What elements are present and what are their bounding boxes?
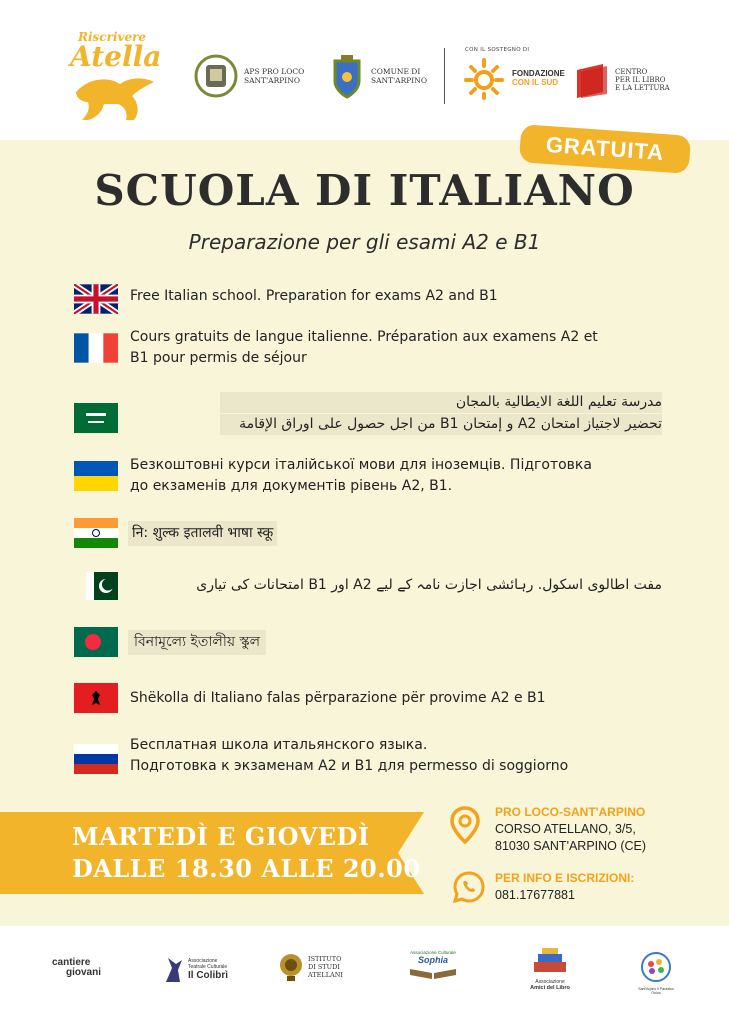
english-text: Free Italian school. Preparation for exams A2 and B1	[130, 288, 498, 304]
albania-flag-icon	[74, 683, 118, 713]
istituto-line-3: ATELLANI	[308, 971, 344, 979]
books-stack-icon	[530, 948, 570, 974]
amici-line-2: Amici del Libro	[530, 985, 570, 991]
arabic-line-1: مدرسة تعليم اللغة الايطالية بالمجان	[220, 392, 662, 413]
location-heading: PRO LOCO-SANT'ARPINO	[495, 805, 646, 819]
ukrainian-line-1: Безкоштовні курси італійської мови для іноземців. Підготовка	[130, 457, 592, 473]
cantiere-giovani-logo	[52, 958, 101, 978]
header-divider	[444, 48, 445, 104]
albanian-text: Shëkolla di Italiano falas përparazione për provime A2 e B1	[130, 690, 546, 706]
sun-icon	[462, 56, 506, 100]
schedule-days: MARTEDÌ E GIOVEDÌ	[72, 822, 370, 851]
russia-flag-icon	[74, 744, 118, 774]
ukrainian-text	[130, 455, 592, 497]
address-line-2: 81030 SANT'ARPINO (CE)	[495, 839, 647, 853]
proloco-logo	[194, 52, 308, 100]
address-line-1: CORSO ATELLANO, 3/5,	[495, 822, 636, 836]
uk-flag-icon	[74, 284, 118, 314]
colibri-line-2: Teatrale Culturale	[188, 963, 228, 970]
sostegno-label: CON IL SOSTEGNO DI	[465, 47, 530, 53]
india-flag-icon	[74, 518, 118, 548]
pakistan-flag-icon	[86, 572, 130, 602]
sophia-line-2: Sophia	[417, 955, 448, 965]
fondazione-con-il-sud-logo	[462, 56, 565, 100]
french-line-2: B1 pour permis de séjour	[130, 350, 307, 366]
griffin-icon	[68, 74, 164, 124]
atella-logo-small-text: Riscrivere	[78, 30, 147, 44]
france-flag-icon	[74, 333, 118, 363]
riscrivere-atella-logo	[66, 30, 166, 125]
ukrainian-line-2: до екзаменів для документів рівень А2, В1.	[130, 478, 453, 494]
paradiso-circle-icon	[639, 952, 673, 982]
sophia-line-1: Associazione Culturale	[410, 950, 456, 955]
atella-logo-big-text: Atella	[70, 40, 162, 73]
schedule-hours: DALLE 18.30 ALLE 20.00	[72, 854, 421, 883]
whatsapp-icon	[452, 870, 486, 904]
fondazione-line-2: CON IL SUD	[512, 78, 559, 87]
amici-line-1: Associazione	[535, 979, 565, 985]
contact-heading: PER INFO E ISCRIZIONI:	[495, 871, 635, 885]
colibri-line-1: Associazione	[188, 957, 218, 964]
sophia-logo	[406, 950, 460, 984]
fondazione-logo-text	[512, 69, 565, 87]
french-text	[130, 327, 598, 369]
saudi-flag-icon	[74, 403, 118, 433]
fondazione-line-1: FONDAZIONE	[512, 69, 565, 78]
amici-del-libro-logo	[522, 948, 578, 991]
location-pin-icon	[450, 806, 480, 844]
paradiso-text: Sant'Arpino Il Paradiso Onlus	[638, 987, 674, 995]
russian-text	[130, 735, 568, 777]
cepell-logo	[575, 62, 670, 98]
cantiere-line-2: giovani	[66, 967, 102, 978]
hindi-text: नि: शुल्क इतालवी भाषा स्कू	[128, 521, 277, 546]
il-colibri-logo	[162, 954, 228, 984]
bengali-text: বিনামূল্যে ইতালীয় স্কুল	[128, 630, 266, 655]
cepell-line-2: PER IL LIBRO	[615, 76, 666, 84]
comune-logo	[329, 52, 435, 100]
cantiere-line-1: cantiere	[52, 957, 91, 968]
free-badge-text: GRATUITA	[545, 131, 665, 166]
french-line-1: Cours gratuits de langue italienne. Préparation aux examens A2 et	[130, 329, 598, 345]
urdu-text: مفت اطالوی اسکول. رہائشی اجازت نامہ کے لیے A2 اور B1 امتحانات کی تیاری	[196, 577, 662, 593]
proloco-logo-text: APS PRO LOCO SANT'ARPINO	[244, 67, 305, 85]
page-subtitle: Preparazione per gli esami A2 e B1	[188, 230, 541, 254]
bangladesh-flag-icon	[74, 627, 118, 657]
istituto-emblem-icon	[278, 952, 304, 982]
page-title: SCUOLA DI ITALIANO	[94, 166, 635, 215]
schedule-ribbon	[0, 812, 424, 894]
comune-shield-icon	[329, 53, 365, 99]
cepell-line-1: CENTRO	[615, 68, 648, 76]
footer-bar	[0, 926, 729, 1024]
comune-logo-text: COMUNE DI SANT'ARPINO	[371, 67, 427, 85]
istituto-line-1: ISTITUTO	[308, 955, 342, 963]
ukraine-flag-icon	[74, 461, 118, 491]
arabic-line-2: تحضير لاجتياز امتحان A2 و إمتحان B1 من اجل حصول على اوراق الإقامة	[220, 414, 662, 435]
proloco-crest-icon	[194, 53, 238, 99]
istituto-line-2: DI STUDI	[308, 963, 340, 971]
open-book-icon	[408, 965, 458, 979]
russian-line-1: Бесплатная школа итальянского языка.	[130, 737, 428, 753]
cepell-logo-text	[615, 68, 670, 92]
sant-arpino-paradiso-logo	[636, 952, 676, 995]
russian-line-2: Подготовка к экзаменам А2 и В1 для permesso di soggiorno	[130, 758, 569, 774]
istituto-studi-atellani-logo	[278, 952, 343, 982]
contact-phone[interactable]: 081.17677881	[495, 888, 575, 902]
colibri-line-3: Il Colibrì	[188, 969, 228, 981]
colibri-figure-icon	[162, 954, 184, 984]
book-icon	[575, 62, 609, 98]
cepell-line-3: E LA LETTURA	[615, 84, 670, 92]
